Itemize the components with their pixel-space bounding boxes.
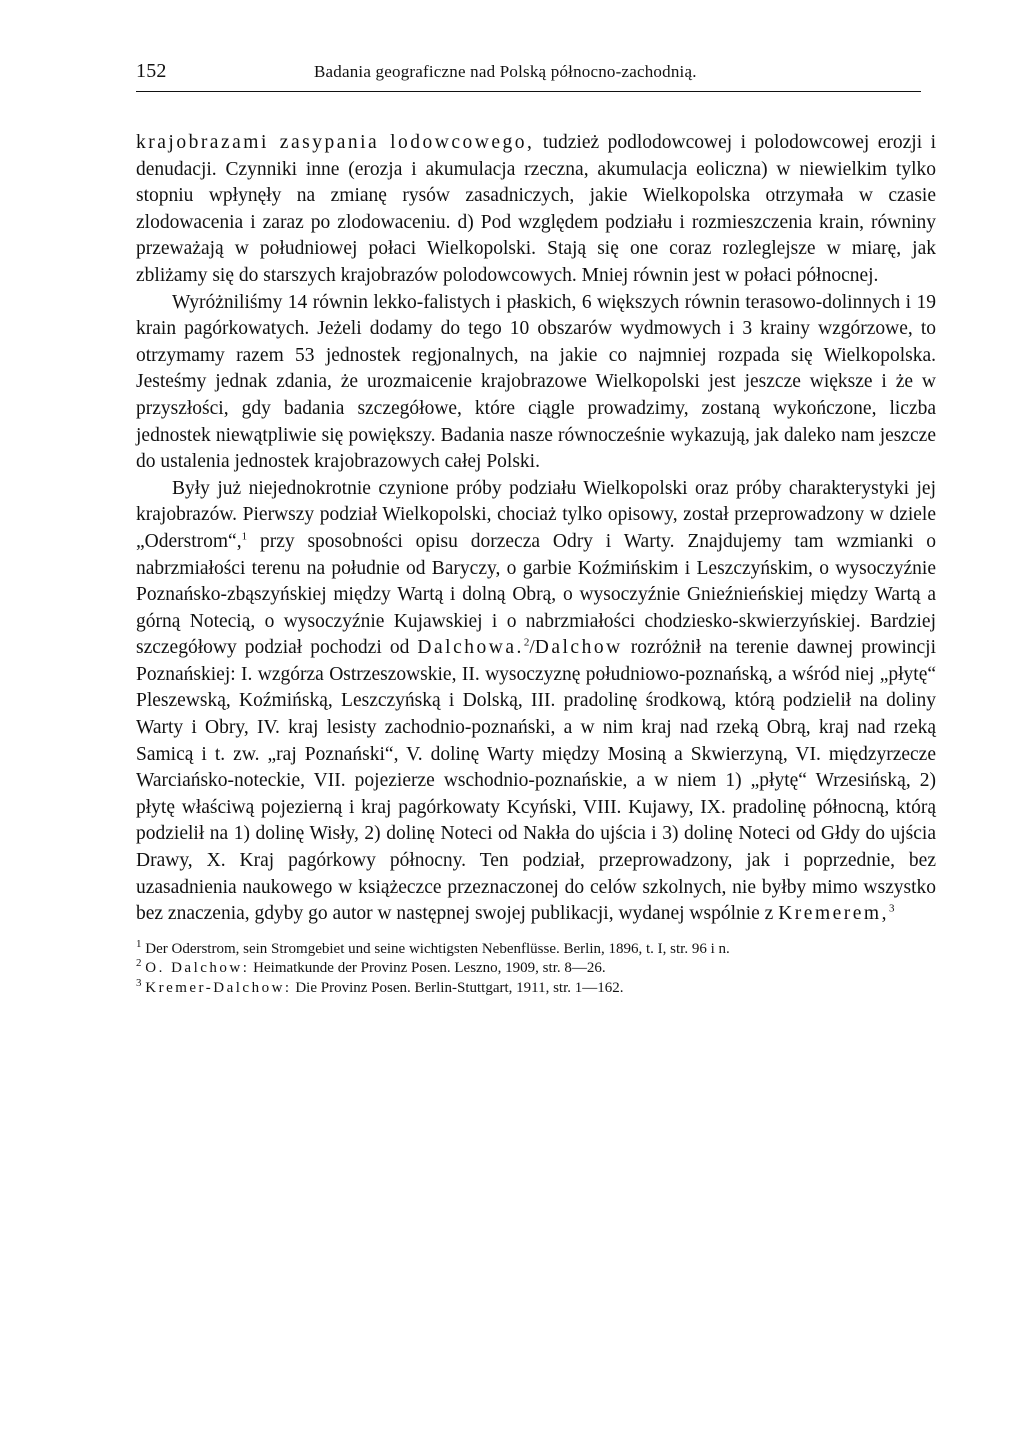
footnote-number: 2 [136, 957, 142, 970]
page-header [136, 58, 936, 88]
footnote-number: 1 [136, 937, 142, 950]
page-number: 152 [136, 60, 167, 82]
footnote-text: Der Oderstrom, sein Stromgebiet und seine wichtigsten Nebenflüsse. Berlin, 1896, t. I, str. 96 i n. [145, 940, 730, 957]
paragraph-text: rozróżnił na terenie dawnej prowincji Poznańskiej: I. wzgórza Ostrzeszowskie, II. wysoczyznę południowo-poznańską, a wśród niej „płytę“ Pleszewską, Koźmińską, Leszczyńską i Dolską, III. pradolinę środkową, którą podzielił na doliny Warty i Obry, IV. kraj lesisty zachodnio-poznański, a w nim kraj nad rzeką Obrą, kraj nad rzeką Samicą i t. zw. „raj Poznański“, V. dolinę Warty między Mosiną a Skwierzyną, VI. międzyrzecze Warciańsko-noteckie, VII. pojezierze wschodnio-poznańskie, a w niem 1) „płytę“ Wrzesińską, 2) płytę właściwą pojezierną i kraj pagórkowaty Kcyński, VIII. Kujawy, IX. pradolinę północną, którą podzielił na 1) dolinę Wisły, 2) dolinę Noteci od Nakła do ujścia i 3) dolinę Noteci od Głdy do ujścia Drawy, X. Kraj pagórkowy północny. Ten podział, przeprowadzony, jak i poprzednie, bez uzasadnienia naukowego w książeczce przeznaczonej do celów szkolnych, nie byłby mimo wszystko bez znaczenia, gdyby go autor w następnej swojej publikacji, wydanej wspólnie z [136, 637, 936, 925]
footnote-ref-1: 1 [241, 530, 248, 543]
footnote-number: 3 [136, 976, 142, 989]
spaced-text: Kremer-Dalchow: [145, 979, 292, 996]
spaced-text: Dalchowa. [417, 637, 524, 659]
spaced-text: O. Dalchow: [145, 960, 250, 977]
paragraph-3 [136, 476, 936, 928]
spaced-text: Dalchow [534, 637, 623, 659]
paragraph-2: Wyróżniliśmy 14 równin lekko-falistych i płaskich, 6 większych równin terasowo-dolinnych i 19 krain pagórkowatych. Jeżeli dodamy do tego 10 obszarów wydmowych i 3 krainy wzgórzowe, to otrzymamy razem 53 jednostek regjonalnych, na jakie co najmniej rozpada się Wielkopolska. Jesteśmy jednak zdania, że urozmaicenie krajobrazowe Wielkopolski jest jeszcze większe i że w przyszłości, gdy badania szczegółowe, które ciągle prowadzimy, zostaną wykończone, liczba jednostek niewątpliwie się powiększy. Badania nasze równocześnie wykazują, jak daleko nam jeszcze do ustalenia jednostek krajobrazowych całej Polski. [136, 291, 936, 473]
footnote-3 [136, 976, 936, 999]
spaced-text: Kremerem, [778, 903, 889, 925]
running-head: Badania geograficzne nad Polską północno-zachodnią. [314, 62, 697, 81]
footnote-1 [136, 937, 936, 960]
book-page [136, 58, 936, 998]
paragraph-text: / [529, 637, 535, 659]
paragraph-1 [136, 130, 936, 290]
footnote-text: Heimatkunde der Provinz Posen. Leszno, 1909, str. 8—26. [249, 960, 606, 977]
footnotes [136, 937, 936, 999]
paragraph-text: Były już niejednokrotnie czynione próby podziału Wielkopolski oraz próby charakterystyki jej krajobrazów. Pierwszy podział Wielkopolski, chociaż tylko opisowy, został przeprowadzony w dziele „Oderstrom“, [136, 477, 936, 552]
body-text [136, 130, 936, 928]
paragraph-text: tudzież podlodowcowej i polodowcowej erozji i denudacji. Czynniki inne (erozja i akumulacja rzeczna, akumulacja eoliczna) w niewielkim tylko stopniu wpłynęły na zmianę rysów zasadniczych, jakie Wielkopolska otrzymała w czasie zlodowacenia i zaraz po zlodowaceniu. d) Pod względem podziału i rozmieszczenia krain, równiny przeważają w południowej połaci Wielkopolski. Stają się one coraz rozleglejsze w miarę, jak zbliżamy się do starszych krajobrazów polodowcowych. Mniej równin jest w połaci północnej. [136, 132, 936, 286]
spaced-text: krajobrazami zasypania lodowcowego, [136, 132, 535, 153]
footnote-2 [136, 959, 936, 979]
header-rule [136, 91, 921, 92]
footnote-ref-3: 3 [888, 902, 895, 915]
footnote-text: Die Provinz Posen. Berlin-Stuttgart, 1911, str. 1—162. [291, 979, 624, 996]
paragraph-text: przy sposobności opisu dorzecza Odry i Warty. Znajdujemy tam wzmianki o nabrzmiałości terenu na południe od Baryczy, o garbie Koźmińskim i Leszczyńskim, o wysoczyźnie Poznańsko-zbąszyńskiej między Wartą i dolną Obrą, o wysoczyźnie Gnieźnieńskiej między Wartą a górną Notecią, o wysoczyźnie Kujawskiej i o nabrzmiałości chodziesko-skwierzyńskiej. Bardziej szczegółowy podział pochodzi od [136, 530, 936, 659]
footnote-ref-2: 2 [523, 636, 530, 649]
